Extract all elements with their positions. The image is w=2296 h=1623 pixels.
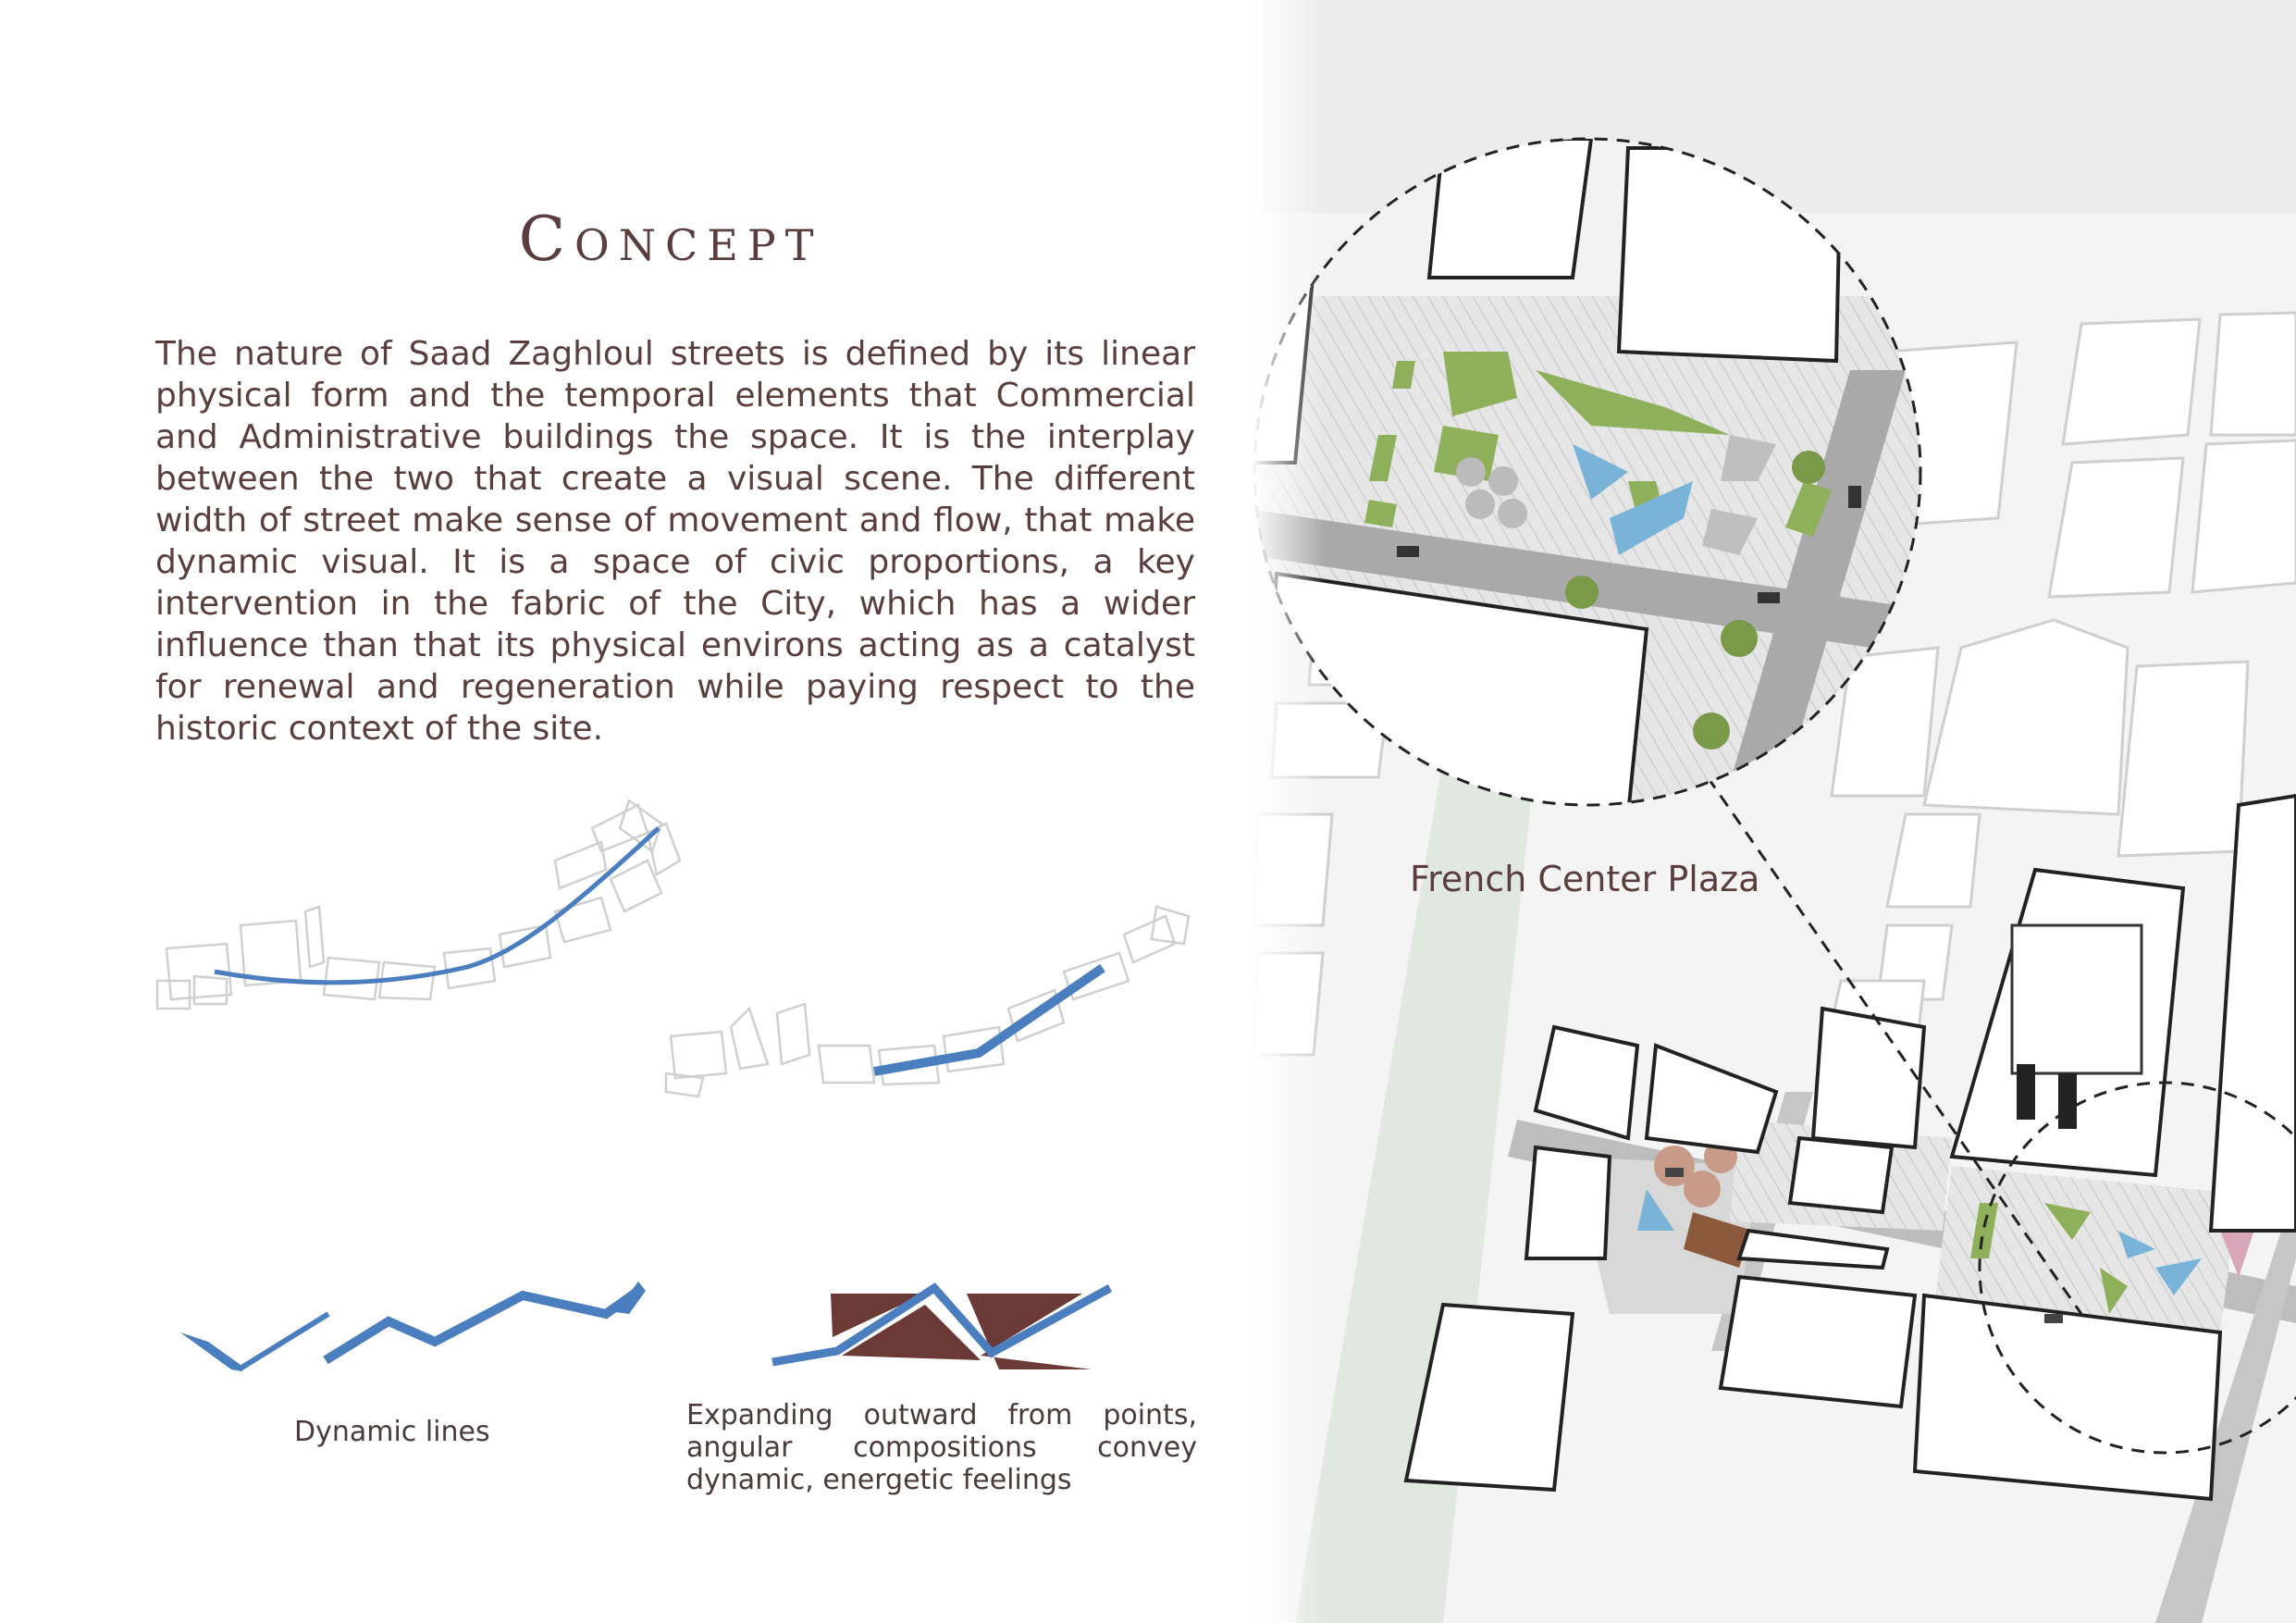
- angular-composition-icon: [772, 1288, 1110, 1369]
- dynamic-lines-icon: [180, 1282, 646, 1371]
- concept-paragraph: The nature of Saad Zaghloul streets is defined by its linear physical form and the temporal elements that Commercial and Administrative buildings the space. It is the interplay between the two that create a visual scene. The different width of street make sense of movement and flow, that make dynamic visual. It is a space of civic proportions, a key intervention in the fabric of the City, which has a wider influence than that its physical environs acting as a catalyst for renewal and regeneration while paying respect to the historic context of the site.: [155, 335, 1195, 748]
- caption-dynamic-lines: Dynamic lines: [294, 1416, 490, 1448]
- caption-expanding: Expanding outward from points, angular compositions convey dynamic, energetic feelings: [686, 1399, 1197, 1496]
- street-diagram-2-buildings: [666, 907, 1189, 1096]
- dynamic-line-curve: [215, 828, 659, 983]
- page-title: Concept: [518, 204, 823, 275]
- map-label-french-center-plaza: French Center Plaza: [1410, 859, 1760, 899]
